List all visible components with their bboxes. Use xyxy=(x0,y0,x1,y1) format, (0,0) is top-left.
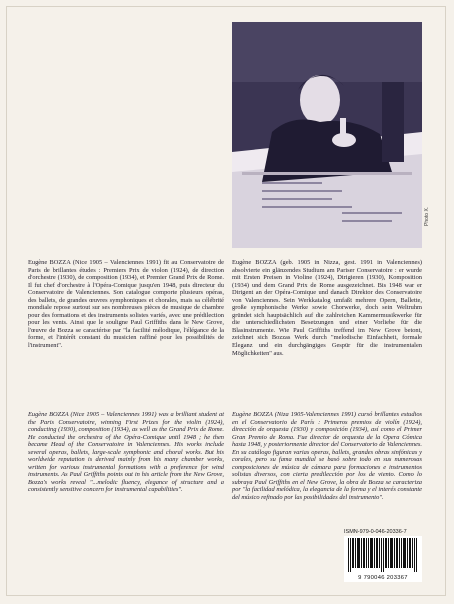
barcode-icon xyxy=(348,538,418,572)
composer-photo xyxy=(232,22,422,248)
bio-english: Eugène BOZZA (Nice 1905 – Valenciennes 1991) was a brilliant student at the Paris Conservatoire, winning First Prizes for the violin (1924), conducting (1930), composition (1934), as well as the Grand Prix de Rome. He conducted the orchestra of the Opéra-Comique until 1948 ; he then became Head of the Conservatoire in Valenciennes. His works include several operas, ballets, large-scale symphonic and choral works. But his worldwide reputation is derived mainly from his many chamber works, written for various instrumental formations with a preference for wind instruments. As Paul Griffiths points out in his article from the New Grove, Bozza's works reveal "...melodic fluency, elegance of structure and a consistently sensitive concern for instrumental capabilities". xyxy=(28,411,224,494)
bio-spanish: Eugène BOZZA (Niza 1905-Valenciennes 1991) cursó brillantes estudios en el Conservatorio de París : Primeros premios de violín (1924), dirección de orquesta (1930) y composición (1934), así como el Primer Gran Premio de Roma. Fue director de orquesta de la Opera Cómica hasta 1948, y posteriormente director del Conservatorio de Valenciennes. En su catálogo figuran varias operas, ballets, grandes obras sinfónicas y corales, pero su fama mundial se basó sobre todo en sus numerosas composiciones de música de cámara para formaciones e instrumentos solistas diversos, con cierta predilección por los de viento. Como lo subraya Paul Griffiths en el New Grove, la obra de Bozza se caracteriza por "la facilidad melódica, la elegancia de la forma y el interés constante del músico refinado por las posibilidades del instrumento". xyxy=(232,411,422,502)
barcode xyxy=(344,536,422,582)
photo-credit: Photo X. xyxy=(424,206,430,226)
barcode-digits: 9 790046 203367 xyxy=(358,575,408,581)
bio-french: Eugène BOZZA (Nice 1905 – Valenciennes 1991) fit au Conservatoire de Paris de brillantes études : Premiers Prix de violon (1924), de direction d'orchestre (1930), de composition (1934), et Premier Grand Prix de Rome. Il fut chef d'orchestre à l'Opéra-Comique jusqu'en 1948, puis directeur du Conservatoire de Valenciennes. Son catalogue comporte plusieurs opéras, des ballets, de grandes œuvres symphoniques et chorales, mais sa célébrité mondiale repose surtout sur ses nombreuses pièces de musique de chambre pour des formations et des instruments solistes variés, avec une prédilection pour les vents. Ainsi que le souligne Paul Griffiths dans le New Grove, l'œuvre de Bozza se caractérise par "la facilité mélodique, l'élégance de la forme, et l'intérêt constant du musicien raffiné pour les possibilités de l'instrument". xyxy=(28,259,224,350)
bio-german: Eugène BOZZA (geb. 1905 in Nizza, gest. 1991 in Valenciennes) absolvierte ein glänzendes Studium am Pariser Conservatoire : er wurde mit Ersten Preisen in Violine (1924), Dirigieren (1930), Komposition (1934) und dem Grand Prix de Rome ausgezeichnet. Bis 1948 war er Dirigent an der Opéra-Comique und danach Direktor des Conservatoire von Valenciennes. Sein Werkkatalog umfaßt mehrere Opern, Ballette, große symphonische Werke sowie Chorwerke, doch sein Weltruhm gründet sich hauptsächlich auf die zahlreichen Kammermusikwerke für die unterschiedlichsten Besetzungen und einer Vorliebe für die Blasinstrumente. Wie Paul Griffiths treffend im New Grove betont, zeichnet sich Bozzas Werk durch "melodische Einfachheit, formale Eleganz und ein durchgängiges Gespür für die instrumentalen Möglichkeiten" aus. xyxy=(232,259,422,357)
composer-photo-illustration xyxy=(232,22,422,248)
ismn-number: ISMN-979-0-046-20336-7 xyxy=(344,529,407,535)
